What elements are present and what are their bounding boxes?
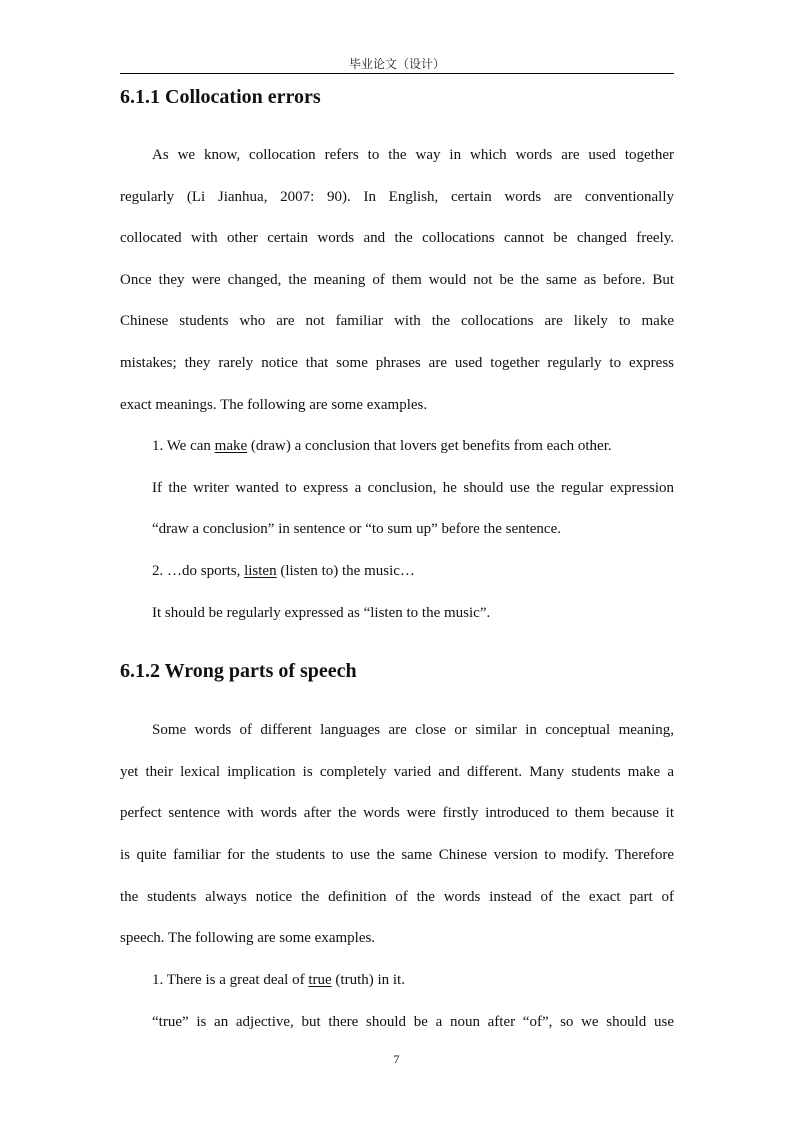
example-sentence: 1. We can make (draw) a conclusion that lovers get benefits from each other. xyxy=(152,438,612,454)
paragraph-line: perfect sentence with words after the words were firstly introduced to them because it xyxy=(120,805,674,821)
page-header: 毕业论文（设计） xyxy=(348,57,445,71)
paragraph-line: is quite familiar for the students to use the same Chinese version to modify. Therefore xyxy=(120,847,674,863)
paragraph-line: mistakes; they rarely notice that some phrases are used together regularly to express xyxy=(120,355,674,371)
paragraph-line: yet their lexical implication is completely varied and different. Many students make a xyxy=(120,764,674,780)
paragraph-line: Some words of different languages are close or similar in conceptual meaning, xyxy=(152,722,674,738)
error-word: make xyxy=(214,438,248,454)
section-heading-collocation: 6.1.1 Collocation errors xyxy=(120,86,321,108)
explanation-line: “draw a conclusion” in sentence or “to sum up” before the sentence. xyxy=(152,521,561,537)
paragraph-line: Chinese students who are not familiar with the collocations are likely to make xyxy=(120,313,674,329)
page-number: 7 xyxy=(393,1052,400,1066)
example-sentence: 1. There is a great deal of true (truth) in it. xyxy=(152,972,405,988)
explanation-line: If the writer wanted to express a conclusion, he should use the regular expression xyxy=(152,480,674,496)
explanation-line: It should be regularly expressed as “listen to the music”. xyxy=(152,605,491,621)
explanation-line: “true” is an adjective, but there should be a noun after “of”, so we should use xyxy=(152,1014,674,1030)
paragraph-line: collocated with other certain words and the collocations cannot be changed freely. xyxy=(120,230,674,246)
paragraph-line: Once they were changed, the meaning of them would not be the same as before. But xyxy=(120,272,674,288)
section-heading-parts-of-speech: 6.1.2 Wrong parts of speech xyxy=(120,660,357,682)
example-sentence: 2. …do sports, listen (listen to) the music… xyxy=(152,563,415,579)
header-rule xyxy=(120,73,674,74)
error-word: listen xyxy=(244,563,277,579)
paragraph-line: the students always notice the definition of the words instead of the exact part of xyxy=(120,889,674,905)
paragraph-line: As we know, collocation refers to the way in which words are used together xyxy=(152,147,674,163)
paragraph-line: speech. The following are some examples. xyxy=(120,930,376,946)
paragraph-line: regularly (Li Jianhua, 2007: 90). In English, certain words are conventionally xyxy=(120,189,674,205)
paragraph-line: exact meanings. The following are some examples. xyxy=(120,397,428,413)
error-word: true xyxy=(308,972,332,988)
